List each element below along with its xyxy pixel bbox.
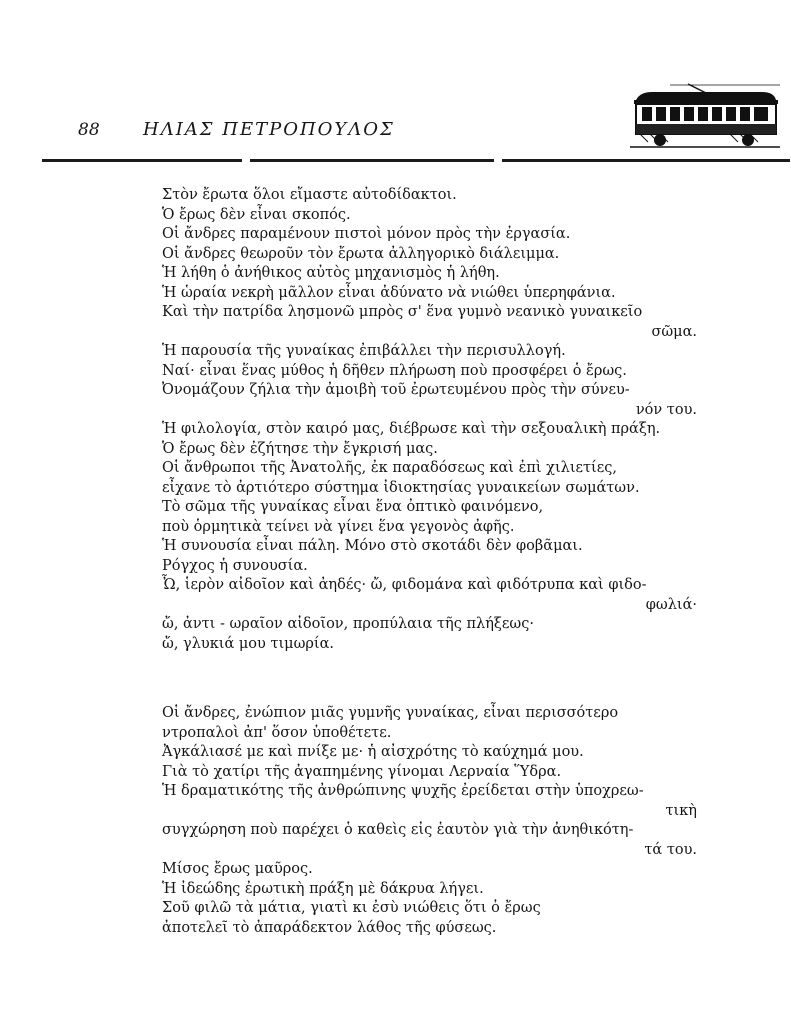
poem-line: Ἡ παρουσία τῆς γυναίκας ἐπιβάλλει τὴν περισυλλογή.: [162, 343, 566, 359]
poem-line: Ὀνομάζουν ζήλια τὴν ἀμοιβὴ τοῦ ἐρωτευμένου πρὸς τὴν σύνευ-: [162, 382, 630, 398]
poem-line: Γιὰ τὸ χατίρι τῆς ἀγαπημένης γίνομαι Λερναία Ὕδρα.: [162, 763, 562, 780]
page-header: [0, 0, 791, 170]
poem-line: Ἡ δραματικότης τῆς ἀνθρώπινης ψυχῆς ἐρείδεται στὴν ὑποχρεω-: [162, 783, 644, 799]
poem-line: Σοῦ φιλῶ τὰ μάτια, γιατὶ κι ἐσὺ νιώθεις ὅτι ὁ ἔρως: [162, 900, 541, 916]
poem-line: Οἱ ἄνδρες, ἐνώπιον μιᾶς γυμνῆς γυναίκας, εἶναι περισσότερο: [162, 705, 619, 721]
poem-line-continuation: τά του.: [644, 841, 697, 858]
poem-line: Ὦ, ἱερὸν αἰδοῖον καὶ ἀηδές· ὤ, φιδομάνα καὶ φιδότρυπα καὶ φιδο-: [162, 577, 647, 593]
poem-line: ὤ, ἀντι - ωραῖον αἰδοῖον, προπύλαια τῆς πλήξεως·: [162, 616, 534, 632]
poem-line: Ἡ φιλολογία, στὸν καιρό μας, διέβρωσε καὶ τὴν σεξουαλικὴ πράξη.: [162, 421, 661, 437]
poem-line: εἶχανε τὸ ἀρτιότερο σύστημα ἰδιοκτησίας γυναικείων σωμάτων.: [162, 479, 640, 496]
poem-line-continuation: φωλιά·: [645, 596, 697, 613]
tram-illustration-icon: [630, 82, 780, 148]
poem-line: Μίσος ἔρως μαῦρος.: [162, 861, 313, 877]
poem-line: ἀποτελεῖ τὸ ἀπαράδεκτον λάθος τῆς φύσεως.: [162, 919, 497, 936]
stanza-1: [162, 186, 697, 654]
stanza-2: [162, 704, 697, 938]
author-name: ΗΛΙΑΣ ΠΕΤΡΟΠΟΥΛΟΣ: [143, 119, 395, 140]
poem-line: Ἡ ἰδεώδης ἐρωτικὴ πράξη μὲ δάκρυα λήγει.: [162, 880, 484, 897]
poem-line: ποὺ ὁρμητικὰ τείνει νὰ γίνει ἕνα γεγονὸς ἀφῆς.: [162, 518, 515, 535]
stanza-gap: [162, 654, 697, 704]
poem-line: συγχώρηση ποὺ παρέχει ὁ καθεὶς εἰς ἑαυτὸν γιὰ τὴν ἀνηθικότη-: [162, 822, 634, 838]
poem-line: Ἀγκάλιασέ με καὶ πνίξε με· ἡ αἰσχρότης τὸ καύχημά μου.: [162, 744, 584, 760]
poem-line: Οἱ ἄνθρωποι τῆς Ἀνατολῆς, ἐκ παραδόσεως καὶ ἐπὶ χιλιετίες,: [162, 460, 617, 476]
poem-line: Τὸ σῶμα τῆς γυναίκας εἶναι ἕνα ὀπτικὸ φαινόμενο,: [162, 499, 544, 515]
poem-line: Ἡ συνουσία εἶναι πάλη. Μόνο στὸ σκοτάδι δὲν φοβᾶμαι.: [162, 538, 583, 554]
poem-line: ντροπαλοὶ ἀπ' ὅσον ὑποθέτετε.: [162, 724, 392, 741]
poem-line: Οἱ ἄνδρες παραμένουν πιστοὶ μόνον πρὸς τὴν ἐργασία.: [162, 226, 571, 242]
poem-line-continuation: νόν του.: [635, 401, 697, 418]
poem-line: Ἡ ὡραία νεκρὴ μᾶλλον εἶναι ἀδύνατο νὰ νιώθει ὑπερηφάνια.: [162, 284, 616, 301]
poem-line: Ὁ ἔρως δὲν ἐζήτησε τὴν ἔγκρισή μας.: [162, 440, 438, 457]
header-rule-middle: [250, 159, 494, 162]
header-rule-right: [502, 159, 790, 162]
poem-body: [162, 186, 697, 938]
page-number: 88: [78, 120, 100, 140]
header-rule-left: [42, 159, 242, 162]
poem-line: Οἱ ἄνδρες θεωροῦν τὸν ἔρωτα ἀλληγορικὸ διάλειμμα.: [162, 245, 560, 262]
poem-line: Στὸν ἔρωτα ὅλοι εἴμαστε αὐτοδίδακτοι.: [162, 187, 457, 203]
poem-line: Καὶ τὴν πατρίδα λησμονῶ μπρὸς σ' ἕνα γυμνὸ νεανικὸ γυναικεῖο: [162, 304, 643, 320]
poem-line-continuation: τικὴ: [665, 802, 697, 819]
poem-line: Ναί· εἶναι ἕνας μύθος ἡ δῆθεν πλήρωση ποὺ προσφέρει ὁ ἔρως.: [162, 362, 627, 379]
poem-line: Ἡ λήθη ὁ ἀνήθικος αὐτὸς μηχανισμὸς ἡ λήθη.: [162, 265, 500, 281]
poem-line: Ρόγχος ἡ συνουσία.: [162, 557, 308, 574]
poem-line: ὤ, γλυκιά μου τιμωρία.: [162, 635, 335, 652]
poem-line-continuation: σῶμα.: [651, 323, 697, 340]
poem-line: Ὁ ἔρως δὲν εἶναι σκοπός.: [162, 206, 351, 223]
